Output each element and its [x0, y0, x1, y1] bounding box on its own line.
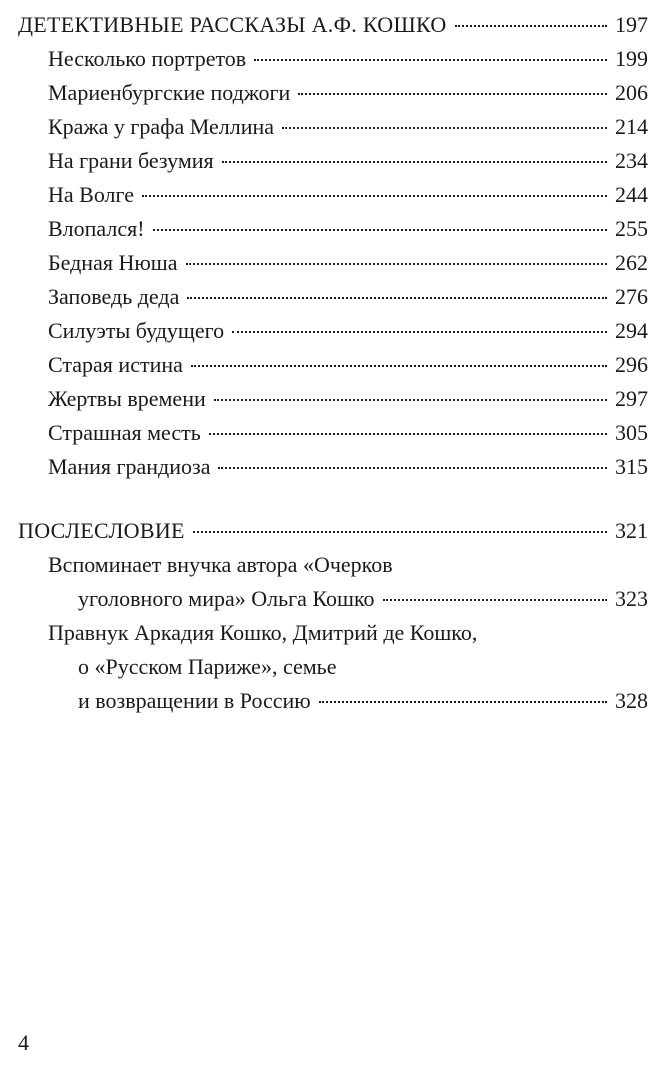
- page-number: 297: [615, 386, 648, 411]
- page-number: 244: [615, 182, 648, 207]
- section-spacer: [18, 484, 648, 514]
- page-number: 197: [615, 12, 648, 37]
- toc-entry[interactable]: [48, 348, 648, 382]
- toc-entry[interactable]: [48, 280, 648, 314]
- entry-title-line: уголовного мира» Ольга Кошко: [78, 586, 375, 611]
- entry-title: Мания грандиоза: [48, 454, 211, 479]
- dot-leader: [153, 228, 607, 231]
- dot-leader: [232, 330, 607, 333]
- dot-leader: [191, 364, 607, 367]
- page-number: 305: [615, 420, 648, 445]
- toc-entry[interactable]: [48, 76, 648, 110]
- toc-entry[interactable]: [48, 416, 648, 450]
- entry-title: Страшная месть: [48, 420, 201, 445]
- entry-title: Кража у графа Меллина: [48, 114, 275, 139]
- dot-leader: [455, 24, 607, 27]
- toc-section-heading[interactable]: [18, 8, 648, 42]
- dot-leader: [222, 160, 607, 163]
- page-number: 276: [615, 284, 648, 309]
- dot-leader: [142, 194, 607, 197]
- page-number: 206: [615, 80, 648, 105]
- dot-leader: [282, 126, 607, 129]
- page-number: 294: [615, 318, 648, 343]
- entry-title: Заповедь деда: [48, 284, 180, 309]
- entry-title-line: Правнук Аркадия Кошко, Дмитрий де Кошко,: [48, 620, 478, 645]
- entry-continuation: [78, 582, 648, 616]
- toc-entry-multiline[interactable]: [48, 616, 648, 718]
- dot-leader: [218, 466, 607, 469]
- toc-entry[interactable]: [48, 144, 648, 178]
- toc-section-heading[interactable]: [18, 514, 648, 548]
- entry-title: Мариенбургские поджоги: [48, 80, 291, 105]
- toc-entry[interactable]: [48, 450, 648, 484]
- section-title: ДЕТЕКТИВНЫЕ РАССКАЗЫ А.Ф. КОШКО: [18, 12, 447, 37]
- toc-entry[interactable]: [48, 212, 648, 246]
- dot-leader: [254, 58, 607, 61]
- toc-entry[interactable]: [48, 382, 648, 416]
- entry-title: Силуэты будущего: [48, 318, 225, 343]
- dot-leader: [193, 530, 607, 533]
- entry-title: Влопался!: [48, 216, 145, 241]
- dot-leader: [298, 92, 607, 95]
- page-number: 199: [615, 46, 648, 71]
- entry-title-line: о «Русском Париже», семье: [78, 654, 337, 679]
- entry-title: На Волге: [48, 182, 135, 207]
- section-title: ПОСЛЕСЛОВИЕ: [18, 518, 185, 543]
- dot-leader: [214, 398, 607, 401]
- dot-leader: [383, 598, 607, 601]
- page-number: 315: [615, 454, 648, 479]
- page-number: 296: [615, 352, 648, 377]
- dot-leader: [187, 296, 607, 299]
- page-number: 214: [615, 114, 648, 139]
- page-folio-number: 4: [18, 1030, 29, 1055]
- entry-title: На грани безумия: [48, 148, 214, 173]
- entry-title-line: и возвращении в Россию: [78, 688, 311, 713]
- entry-title-line: Вспоминает внучка автора «Очерков: [48, 552, 393, 577]
- page-number: 255: [615, 216, 648, 241]
- toc-entry[interactable]: [48, 246, 648, 280]
- page-number: 323: [615, 586, 648, 611]
- entry-title: Бедная Нюша: [48, 250, 178, 275]
- page-number: 234: [615, 148, 648, 173]
- toc-entry[interactable]: [48, 314, 648, 348]
- entry-continuation: [78, 684, 648, 718]
- entry-title: Старая истина: [48, 352, 183, 377]
- table-of-contents: [18, 8, 648, 718]
- dot-leader: [209, 432, 607, 435]
- entry-title: Несколько портретов: [48, 46, 247, 71]
- toc-entry[interactable]: [48, 178, 648, 212]
- page-number: 321: [615, 518, 648, 543]
- entry-title: Жертвы времени: [48, 386, 206, 411]
- page-number: 262: [615, 250, 648, 275]
- dot-leader: [319, 700, 607, 703]
- toc-entry-multiline[interactable]: [48, 548, 648, 616]
- page-number: 328: [615, 688, 648, 713]
- toc-entry[interactable]: [48, 42, 648, 76]
- dot-leader: [186, 262, 608, 265]
- toc-entry[interactable]: [48, 110, 648, 144]
